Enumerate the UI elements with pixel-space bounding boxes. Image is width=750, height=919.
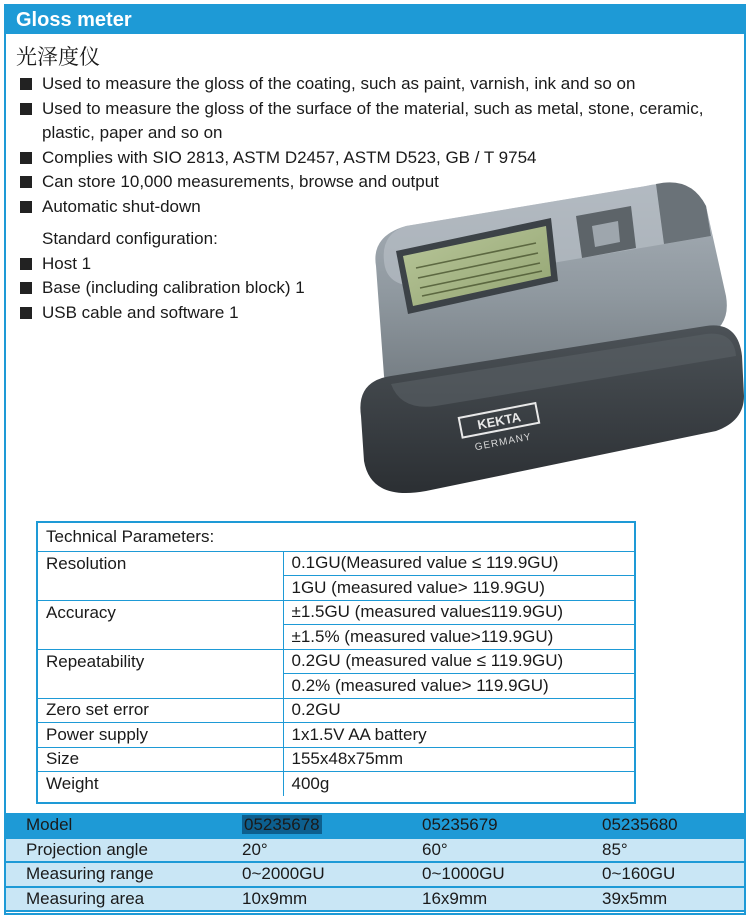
selected-model-code: 05235678 <box>244 814 320 834</box>
page-title: Gloss meter <box>6 6 744 34</box>
brand-origin-text: GERMANY <box>473 431 533 454</box>
list-item: Automatic shut-down <box>18 195 718 220</box>
table-row: Repeatability 0.2GU (measured value ≤ 119.9GU) <box>38 649 634 674</box>
square-bullet-icon <box>20 176 32 188</box>
table-header-row: Model 05235678 05235679 05235680 <box>6 813 744 838</box>
product-sheet <box>4 4 746 915</box>
square-bullet-icon <box>20 201 32 213</box>
table-row: Accuracy ±1.5GU (measured value≤119.9GU) <box>38 600 634 625</box>
table-row: Projection angle 20° 60° 85° <box>6 838 744 863</box>
table-row: 1GU (measured value> 119.9GU) <box>38 576 634 601</box>
square-bullet-icon <box>20 282 32 294</box>
square-bullet-icon <box>20 103 32 115</box>
list-item: Base (including calibration block) 1 <box>18 276 718 301</box>
config-heading: Standard configuration: <box>42 229 218 248</box>
square-bullet-icon <box>20 78 32 90</box>
gloss-meter-image <box>346 156 746 496</box>
table-row: 0.2% (measured value> 119.9GU) <box>38 674 634 699</box>
list-item: Complies with SIO 2813, ASTM D2457, ASTM D523, GB / T 9754 <box>18 146 718 171</box>
list-item: Can store 10,000 measurements, browse and output <box>18 170 718 195</box>
list-item: Used to measure the gloss of the coating, such as paint, varnish, ink and so on <box>18 72 718 97</box>
chinese-subtitle: 光泽度仪 <box>16 45 100 69</box>
table-row: Power supply 1x1.5V AA battery <box>38 723 634 748</box>
square-bullet-icon <box>20 258 32 270</box>
table-row: Size 155x48x75mm <box>38 747 634 772</box>
square-bullet-icon <box>20 152 32 164</box>
model-table <box>6 813 744 912</box>
brand-logo-text: KEKTA <box>476 409 523 433</box>
table-row: Measuring area 10x9mm 16x9mm 39x5mm <box>6 887 744 912</box>
table-row: Weight 400g <box>38 772 634 797</box>
table-row: Resolution 0.1GU(Measured value ≤ 119.9GU) <box>38 551 634 576</box>
table-row: Measuring range 0~2000GU 0~1000GU 0~160GU <box>6 862 744 887</box>
list-item: USB cable and software 1 <box>18 301 718 326</box>
table-row: ±1.5% (measured value>119.9GU) <box>38 625 634 650</box>
list-item: Used to measure the gloss of the surface of the material, such as metal, stone, ceramic, plastic, paper and so on <box>18 97 718 146</box>
tech-heading: Technical Parameters: <box>38 523 634 551</box>
table-row: Zero set error 0.2GU <box>38 698 634 723</box>
list-item: Host 1 <box>18 252 718 277</box>
square-bullet-icon <box>20 307 32 319</box>
technical-parameters-table <box>36 521 636 804</box>
